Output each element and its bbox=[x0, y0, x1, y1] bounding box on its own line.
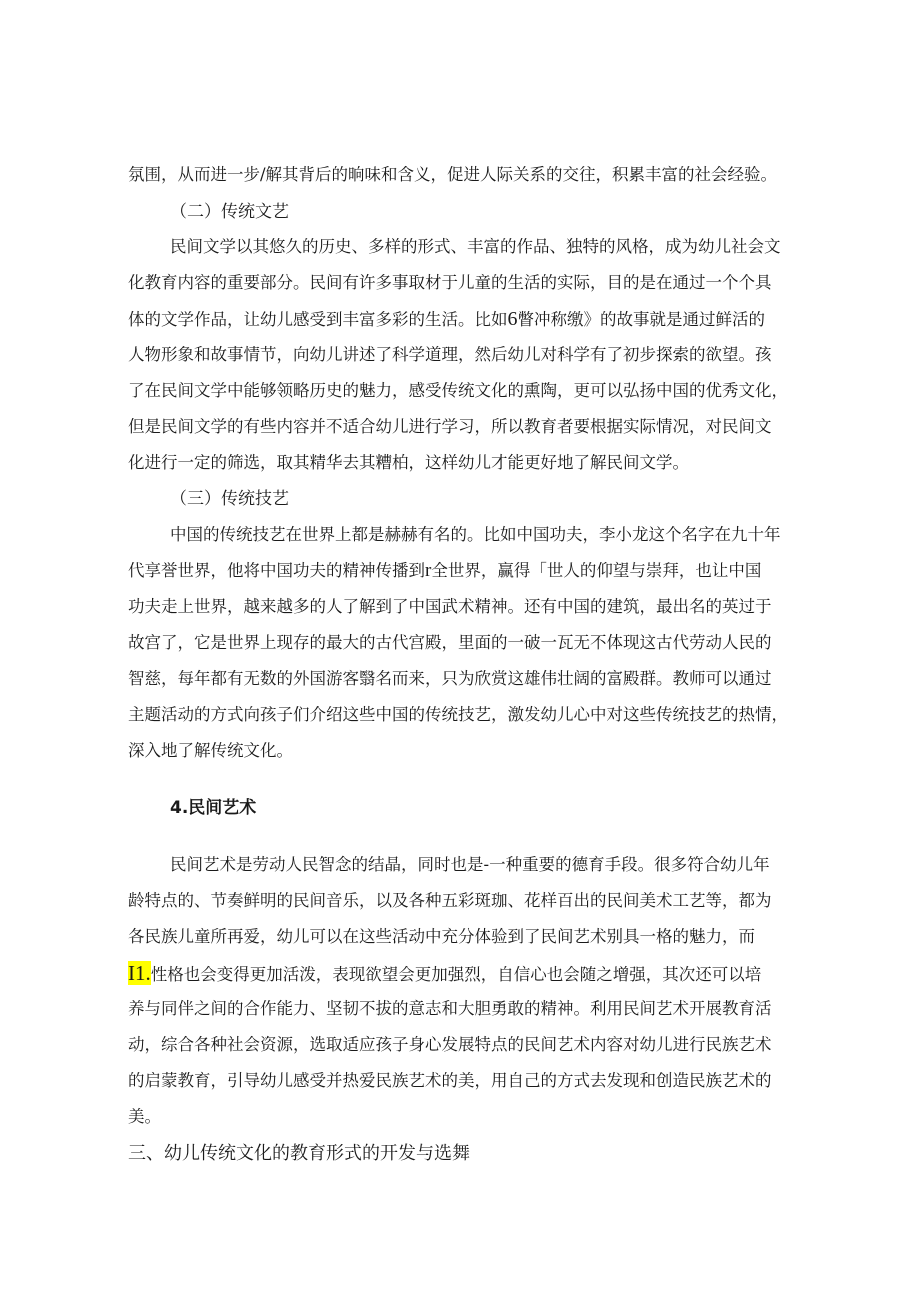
paragraph-line: 各民族儿童所再爱，幼儿可以在这些活动中充分体验到了民间艺术别具一格的魅力，而 bbox=[128, 927, 755, 946]
paragraph-line: 龄特点的、节奏鲜明的民间音乐，以及各种五彩斑珈、花样百出的民间美术工艺等，都为 bbox=[128, 891, 772, 910]
paragraph-line: 中国的传统技艺在世界上都是赫赫有名的。比如中国功夫，李小龙这个名字在九十年 bbox=[170, 525, 781, 544]
paragraph-line bbox=[128, 307, 800, 332]
paragraph-line: 人物形象和故事情节，向幼儿讲述了科学道理，然后幼儿对科学有了初步探索的欲望。孩 bbox=[128, 345, 772, 364]
paragraph-line: 主题活动的方式向孩子们介绍这些中国的传统技艺，激发幼儿心中对这些传统技艺的热情， bbox=[128, 705, 788, 724]
paragraph-line: 氛围，从而进一步/解其背后的晌味和含义，促进人际关系的交往，积累丰富的社会经验。 bbox=[128, 165, 778, 184]
paragraph-text: 代享誉世界，他将中国功夫的精神传播到 bbox=[128, 561, 425, 580]
paragraph-line: 化进行一定的筛选，取其精华去其糟柏，这样幼儿才能更好地了解民间文学。 bbox=[128, 453, 689, 472]
section-heading-traditional-crafts: （三）传统技艺 bbox=[170, 489, 289, 509]
paragraph-line: 功夫走上世界，越来越多的人了解到了中国武术精神。还有中国的建筑，最出名的英过于 bbox=[128, 597, 772, 616]
paragraph-line: 深入地了解传统文化。 bbox=[128, 741, 293, 760]
paragraph-line: 动，综合各种社会资源，选取适应孩子身心发展特点的民间艺术内容对幼儿进行民族艺术 bbox=[128, 1035, 772, 1054]
ocr-artifact-mark: r bbox=[425, 560, 432, 581]
paragraph-line: 故宫了，它是世界上现存的最大的古代宫殿，里面的一破一瓦无不体现这古代劳动人民的 bbox=[128, 633, 772, 652]
ocr-artifact-mark: 6 bbox=[507, 308, 518, 330]
paragraph-text: 性格也会变得更加活泼，表现欲望会更加强烈，自信心也会随之增强，其次还可以培 bbox=[150, 965, 762, 984]
paragraph-line: 民间艺术是劳动人民智念的结晶，同时也是-一种重要的德育手段。很多符合幼儿年 bbox=[170, 855, 770, 874]
section-heading-traditional-literature: （二）传统文艺 bbox=[170, 202, 289, 222]
paragraph-line: 养与同伴之间的合作能力、坚韧不拔的意志和大胆勇敢的精神。利用民间艺术开展教育活 bbox=[128, 999, 772, 1018]
section-heading-folk-art: 4.民间艺术 bbox=[170, 798, 257, 818]
paragraph-line: 民间文学以其悠久的历史、多样的形式、丰富的作品、独特的风格，成为幼儿社会文 bbox=[170, 237, 781, 256]
paragraph-line bbox=[128, 559, 800, 583]
paragraph-text: 全世界，赢得「世人的仰望与崇拜，也让中国 bbox=[431, 561, 762, 580]
paragraph-text: 体的文学作品，让幼儿感受到丰富多彩的生活。比如 bbox=[128, 310, 508, 329]
paragraph-line: 美。 bbox=[128, 1107, 161, 1126]
paragraph-line bbox=[128, 961, 800, 987]
highlighted-ocr-artifact: I1. bbox=[128, 961, 151, 985]
paragraph-line: 智慈，每年都有无数的外国游客翳名而来，只为欣赏这雄伟壮阔的富殿群。教师可以通过 bbox=[128, 669, 772, 688]
paragraph-line: 化教育内容的重要部分。民间有许多事取材于儿童的生活的实际，目的是在通过一个个具 bbox=[128, 273, 772, 292]
paragraph-line: 了在民间文学中能够领略历史的魅力，感受传统文化的熏陶，更可以弘扬中国的优秀文化， bbox=[128, 381, 788, 400]
chapter-heading: 三、幼儿传统文化的教育形式的开发与选舞 bbox=[128, 1143, 470, 1164]
paragraph-line: 但是民间文学的有些内容并不适合幼儿进行学习，所以教育者要根据实际情况，对民间文 bbox=[128, 417, 772, 436]
paragraph-text: 瞥冲称缴》的故事就是通过鲜活的 bbox=[517, 310, 765, 329]
paragraph-line: 的启蒙教育，引导幼儿感受并热爱民族艺术的美，用自己的方式去发现和创造民族艺术的 bbox=[128, 1071, 772, 1090]
